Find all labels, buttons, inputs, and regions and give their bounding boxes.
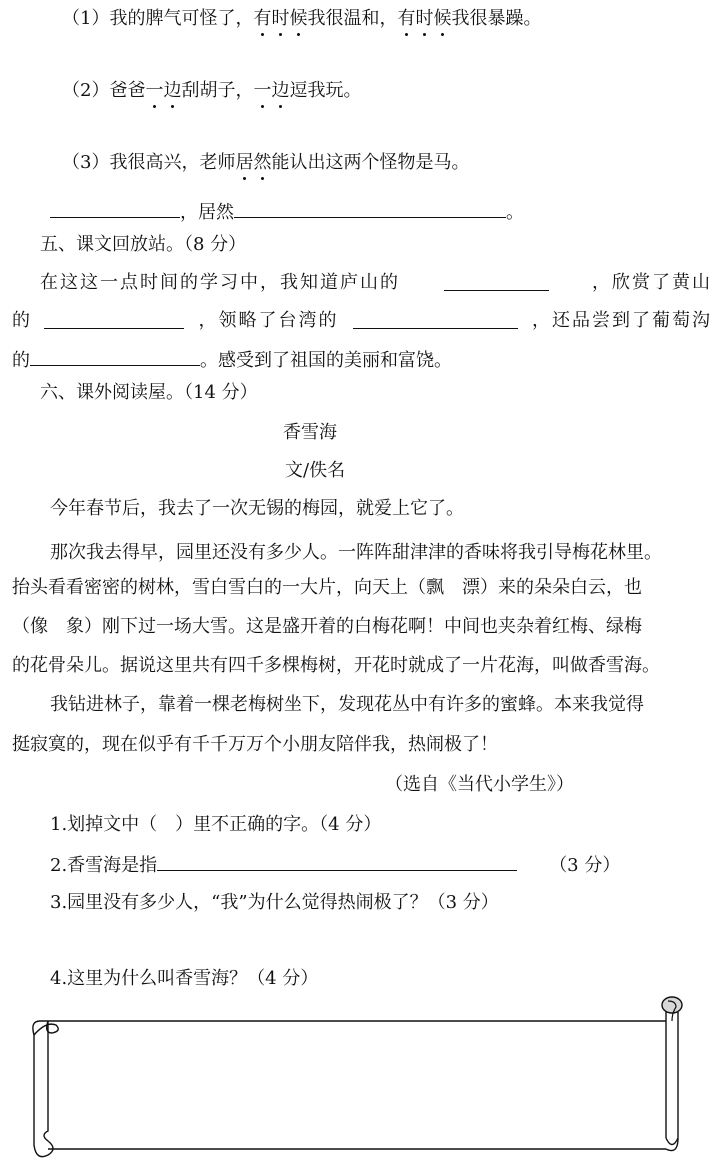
paragraph-3-line-1: 我钻进林子，靠着一棵老梅树坐下，发现花丛中有许多的蜜蜂。本来我觉得 bbox=[50, 694, 644, 715]
emphasis-char: 一 bbox=[145, 78, 163, 104]
answer-blank[interactable] bbox=[234, 197, 506, 218]
question-2: 2.香雪海是指 （3 分） bbox=[50, 850, 620, 879]
emphasis-char: 候 bbox=[433, 6, 451, 32]
paragraph-1: 今年春节后，我去了一次无锡的梅园，就爱上它了。 bbox=[50, 498, 464, 519]
emphasis-char: 边 bbox=[271, 78, 289, 104]
answer-blank[interactable] bbox=[50, 197, 180, 218]
question-3: 3.园里没有多少人，“我”为什么觉得热闹极了？（3 分） bbox=[50, 892, 499, 913]
paragraph-2-line-3: （像 象）刚下过一场大雪。这是盛开着的白梅花啊！中间也夹杂着红梅、绿梅 bbox=[12, 616, 642, 637]
emphasis-char: 一 bbox=[253, 78, 271, 104]
section-6-heading: 六、课外阅读屋。（14 分） bbox=[40, 382, 258, 403]
sentence-3: （3）我很高兴，老师居然能认出这两个怪物是马。 bbox=[62, 150, 469, 176]
answer-blank[interactable] bbox=[353, 308, 518, 329]
answer-blank[interactable] bbox=[444, 270, 549, 291]
sentence-1: （1）我的脾气可怪了，有时候我很温和，有时候我很暴躁。 bbox=[62, 6, 541, 32]
section-5-heading: 五、课文回放站。（8 分） bbox=[40, 234, 247, 255]
paragraph-3-line-2: 挺寂寞的，现在似乎有千千万万个小朋友陪伴我，热闹极了！ bbox=[12, 734, 498, 755]
emphasis-char: 时 bbox=[415, 6, 433, 32]
emphasis-char: 居 bbox=[235, 150, 253, 176]
emphasis-char: 有 bbox=[397, 6, 415, 32]
emphasis-char: 时 bbox=[271, 6, 289, 32]
answer-line-juran: ，居然 。 bbox=[50, 197, 524, 226]
passage-source: （选自《当代小学生》） bbox=[385, 774, 574, 795]
question-4: 4.这里为什么叫香雪海？（4 分） bbox=[50, 968, 319, 989]
emphasis-char: 有 bbox=[253, 6, 271, 32]
scroll-answer-box[interactable] bbox=[26, 995, 686, 1160]
answer-blank[interactable] bbox=[30, 345, 200, 366]
answer-blank[interactable] bbox=[44, 308, 184, 329]
section-5-line-3: 的 。感受到了祖国的美丽和富饶。 bbox=[12, 345, 452, 374]
emphasis-char: 边 bbox=[163, 78, 181, 104]
passage-author: 文/佚名 bbox=[285, 460, 346, 481]
paragraph-2-line-4: 的花骨朵儿。据说这里共有四千多棵梅树，开花时就成了一片花海，叫做香雪海。 bbox=[12, 655, 660, 676]
passage-title: 香雪海 bbox=[283, 422, 337, 443]
question-1: 1.划掉文中（ ）里不正确的字。（4 分） bbox=[50, 814, 382, 835]
sentence-2: （2）爸爸一边刮胡子，一边逗我玩。 bbox=[62, 78, 361, 104]
section-5-line-1: 在这这一点时间的学习中，我知道庐山的 ，欣赏了黄山 bbox=[40, 272, 712, 293]
paragraph-2-line-2: 抬头看看密密的树林，雪白雪白的一大片，向天上（飘 漂）来的朵朵白云，也 bbox=[12, 577, 642, 598]
paragraph-2-line-1: 那次我去得早，园里还没有多少人。一阵阵甜津津的香味将我引导梅花林里。 bbox=[50, 542, 662, 563]
answer-blank[interactable] bbox=[157, 850, 517, 871]
emphasis-char: 候 bbox=[289, 6, 307, 32]
emphasis-char: 然 bbox=[253, 150, 271, 176]
section-5-line-2: 的 ，领略了台湾的 ，还品尝到了葡萄沟 bbox=[12, 310, 712, 331]
